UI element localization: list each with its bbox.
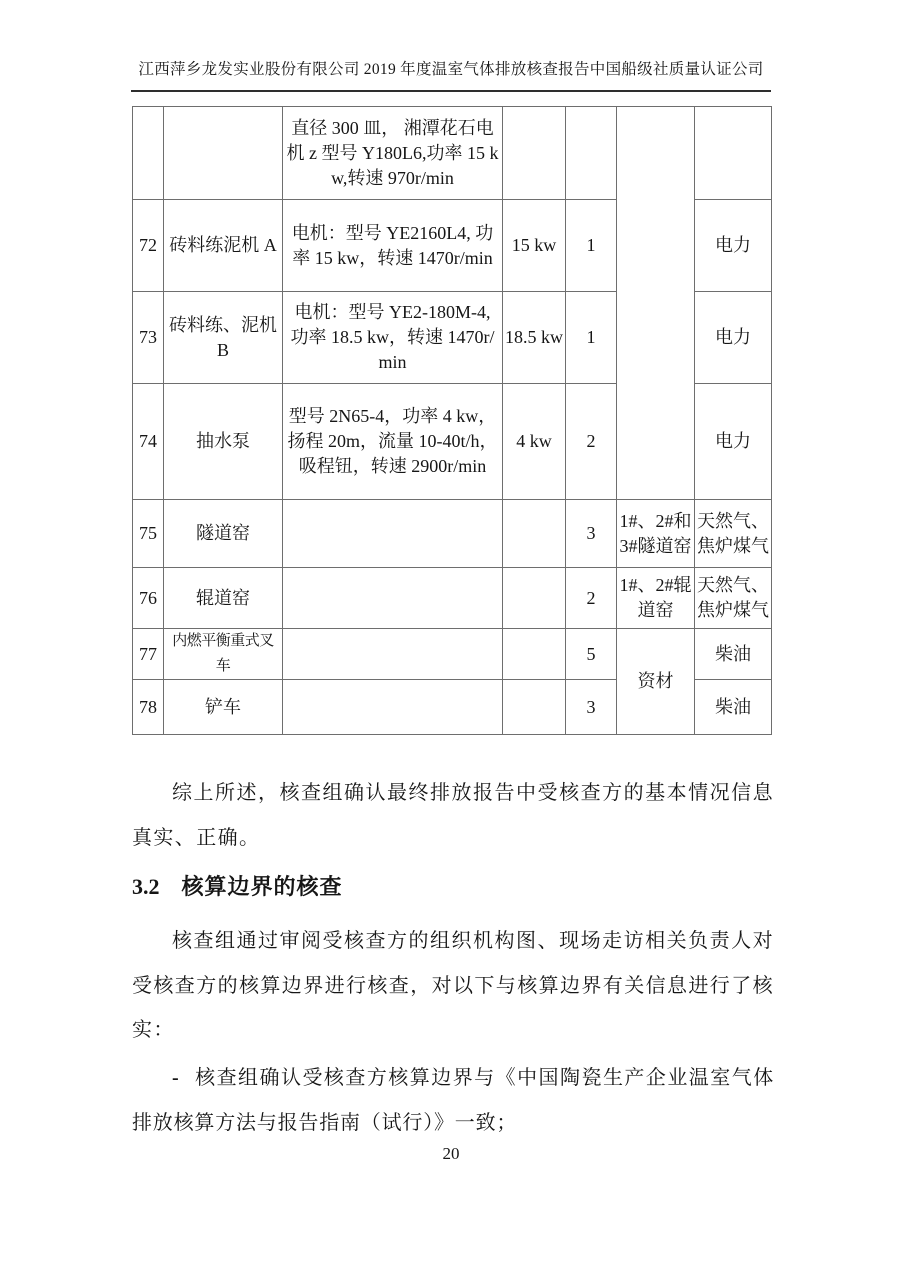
page-header-title: 江西萍乡龙发实业股份有限公司 2019 年度温室气体排放核查报告中国船级社质量认证公司 [131, 57, 771, 92]
section-title: 核算边界的核查 [181, 874, 343, 899]
cell-power: 18.5 kw [503, 292, 566, 384]
cell-name: 辊道窑 [164, 568, 283, 629]
cell-desc [283, 680, 503, 735]
cell-qty: 2 [566, 384, 617, 500]
cell-name: 抽水泵 [164, 384, 283, 500]
cell-no: 74 [133, 384, 164, 500]
cell-fuel: 电力 [695, 200, 772, 292]
cell-no: 75 [133, 500, 164, 568]
cell-desc [283, 568, 503, 629]
cell-location: 资材 [617, 629, 695, 735]
cell-no: 76 [133, 568, 164, 629]
cell-qty [566, 107, 617, 200]
cell-power [503, 500, 566, 568]
cell-fuel: 天然气、焦炉煤气 [695, 568, 772, 629]
cell-desc [283, 629, 503, 680]
cell-fuel: 电力 [695, 384, 772, 500]
table-row [133, 568, 772, 629]
cell-name: 内燃平衡重式叉车 [164, 629, 283, 680]
cell-qty: 5 [566, 629, 617, 680]
cell-power: 4 kw [503, 384, 566, 500]
cell-power [503, 629, 566, 680]
cell-no: 72 [133, 200, 164, 292]
bullet-item [132, 1056, 774, 1145]
cell-no [133, 107, 164, 200]
cell-fuel [695, 107, 772, 200]
cell-desc: 电机：型号 YE2160L4, 功率 15 kw，转速 1470r/min [283, 200, 503, 292]
summary-paragraph: 综上所述，核查组确认最终排放报告中受核查方的基本情况信息真实、正确。 [132, 782, 774, 849]
cell-desc: 型号 2N65-4，功率 4 kw，扬程 20m，流量 10-40t/h，吸程钮，转速 2900r/min [283, 384, 503, 500]
cell-no: 78 [133, 680, 164, 735]
cell-desc [283, 500, 503, 568]
cell-power: 15 kw [503, 200, 566, 292]
table-row [133, 107, 772, 200]
cell-name: 隧道窑 [164, 500, 283, 568]
boundary-paragraph: 核查组通过审阅受核查方的组织机构图、现场走访相关负责人对受核查方的核算边界进行核查，对以下与核算边界有关信息进行了核实： [132, 930, 774, 1041]
table-row [133, 629, 772, 680]
cell-name [164, 107, 283, 200]
cell-name: 砖料练泥机 A [164, 200, 283, 292]
cell-qty: 3 [566, 680, 617, 735]
equipment-table [132, 106, 772, 735]
cell-location [617, 107, 695, 500]
cell-location: 1#、2#和 3#隧道窑 [617, 500, 695, 568]
cell-fuel: 柴油 [695, 680, 772, 735]
cell-qty: 3 [566, 500, 617, 568]
cell-fuel: 天然气、焦炉煤气 [695, 500, 772, 568]
cell-name: 砖料练、泥机 B [164, 292, 283, 384]
table-row [133, 500, 772, 568]
cell-no: 73 [133, 292, 164, 384]
section-number: 3.2 [132, 874, 160, 899]
bullet-text: 核查组确认受核查方核算边界与《中国陶瓷生产企业温室气体排放核算方法与报告指南（试行）》一致； [132, 1067, 774, 1134]
page-number: 20 [442, 1144, 460, 1163]
cell-desc: 直径 300 皿， 湘潭花石电机 z 型号 Y180L6,功率 15 kw,转速 970r/min [283, 107, 503, 200]
cell-power [503, 107, 566, 200]
cell-location: 1#、2#辊道窑 [617, 568, 695, 629]
bullet-marker: - [172, 1067, 180, 1089]
cell-no: 77 [133, 629, 164, 680]
cell-qty: 1 [566, 292, 617, 384]
section-heading [132, 870, 343, 901]
cell-desc: 电机：型号 YE2-180M-4, 功率 18.5 kw，转速 1470r/min [283, 292, 503, 384]
cell-power [503, 568, 566, 629]
cell-qty: 1 [566, 200, 617, 292]
cell-fuel: 柴油 [695, 629, 772, 680]
cell-power [503, 680, 566, 735]
cell-fuel: 电力 [695, 292, 772, 384]
cell-qty: 2 [566, 568, 617, 629]
cell-name: 铲车 [164, 680, 283, 735]
